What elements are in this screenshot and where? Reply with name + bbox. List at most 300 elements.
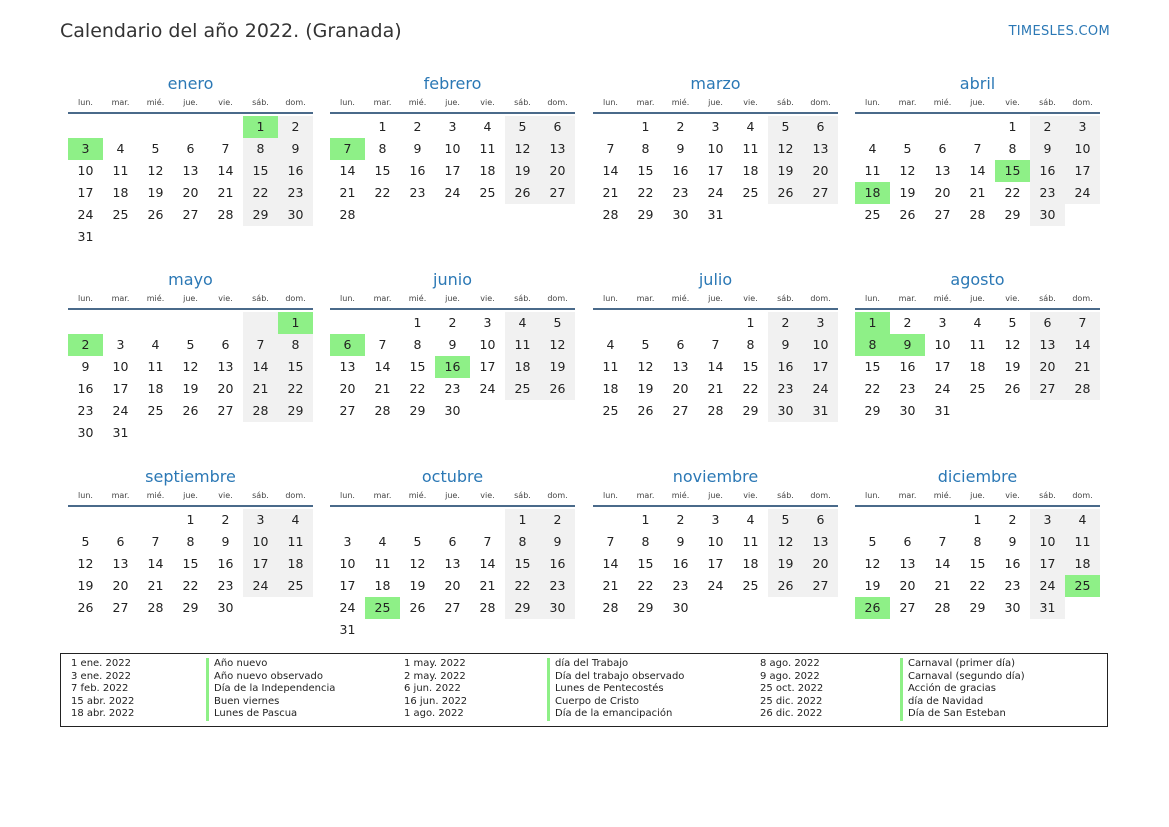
weekend-day-cell[interactable]: 22 [505, 575, 540, 597]
weekend-day-cell[interactable]: 23 [1030, 182, 1065, 204]
day-cell[interactable]: 29 [1004, 207, 1021, 222]
day-cell[interactable]: 11 [864, 163, 881, 178]
holiday-day-cell[interactable]: 6 [330, 334, 365, 356]
day-cell[interactable]: 22 [969, 578, 986, 593]
day-cell[interactable]: 9 [676, 534, 685, 549]
weekend-day-cell[interactable]: 15 [278, 356, 313, 378]
weekend-day-cell[interactable]: 2 [278, 116, 313, 138]
weekend-day-cell[interactable]: 29 [243, 204, 278, 226]
day-cell[interactable]: 16 [1004, 556, 1021, 571]
day-cell[interactable]: 20 [899, 578, 916, 593]
day-cell[interactable]: 11 [374, 556, 391, 571]
holiday-day-cell[interactable]: 9 [890, 334, 925, 356]
day-cell[interactable]: 21 [217, 185, 234, 200]
day-cell[interactable]: 20 [112, 578, 129, 593]
day-cell[interactable]: 5 [151, 141, 160, 156]
weekend-day-cell[interactable]: 31 [803, 400, 838, 422]
day-cell[interactable]: 14 [602, 163, 619, 178]
weekend-day-cell[interactable]: 2 [540, 509, 575, 531]
day-cell[interactable]: 26 [409, 600, 426, 615]
day-cell[interactable]: 8 [746, 337, 755, 352]
day-cell[interactable]: 22 [182, 578, 199, 593]
day-cell[interactable]: 27 [339, 403, 356, 418]
day-cell[interactable]: 22 [637, 578, 654, 593]
day-cell[interactable]: 28 [707, 403, 724, 418]
weekend-day-cell[interactable]: 11 [505, 334, 540, 356]
day-cell[interactable]: 29 [742, 403, 759, 418]
day-cell[interactable]: 18 [742, 556, 759, 571]
day-cell[interactable]: 8 [641, 534, 650, 549]
day-cell[interactable]: 29 [864, 403, 881, 418]
day-cell[interactable]: 13 [217, 359, 234, 374]
day-cell[interactable]: 22 [409, 381, 426, 396]
weekend-day-cell[interactable]: 26 [540, 378, 575, 400]
day-cell[interactable]: 3 [483, 315, 492, 330]
day-cell[interactable]: 1 [973, 512, 982, 527]
day-cell[interactable]: 15 [969, 556, 986, 571]
weekend-day-cell[interactable]: 23 [540, 575, 575, 597]
weekend-day-cell[interactable]: 25 [505, 378, 540, 400]
day-cell[interactable]: 7 [938, 534, 947, 549]
day-cell[interactable]: 14 [707, 359, 724, 374]
day-cell[interactable]: 13 [899, 556, 916, 571]
day-cell[interactable]: 10 [707, 534, 724, 549]
day-cell[interactable]: 23 [444, 381, 461, 396]
day-cell[interactable]: 21 [339, 185, 356, 200]
day-cell[interactable]: 26 [1004, 381, 1021, 396]
day-cell[interactable]: 10 [707, 141, 724, 156]
weekend-day-cell[interactable]: 6 [540, 116, 575, 138]
weekend-day-cell[interactable]: 19 [540, 356, 575, 378]
day-cell[interactable]: 24 [112, 403, 129, 418]
day-cell[interactable]: 24 [444, 185, 461, 200]
day-cell[interactable]: 30 [77, 425, 94, 440]
day-cell[interactable]: 10 [339, 556, 356, 571]
weekend-day-cell[interactable]: 19 [768, 553, 803, 575]
weekend-day-cell[interactable]: 27 [803, 575, 838, 597]
weekend-day-cell[interactable]: 19 [768, 160, 803, 182]
day-cell[interactable]: 15 [742, 359, 759, 374]
day-cell[interactable]: 6 [676, 337, 685, 352]
day-cell[interactable]: 28 [934, 600, 951, 615]
day-cell[interactable]: 2 [1008, 512, 1017, 527]
day-cell[interactable]: 28 [602, 207, 619, 222]
day-cell[interactable]: 28 [602, 600, 619, 615]
day-cell[interactable]: 31 [707, 207, 724, 222]
weekend-day-cell[interactable]: 30 [540, 597, 575, 619]
day-cell[interactable]: 11 [112, 163, 129, 178]
weekend-day-cell[interactable]: 3 [243, 509, 278, 531]
weekend-day-cell[interactable]: 5 [505, 116, 540, 138]
day-cell[interactable]: 31 [339, 622, 356, 637]
holiday-day-cell[interactable]: 7 [330, 138, 365, 160]
day-cell[interactable]: 20 [182, 185, 199, 200]
day-cell[interactable]: 29 [182, 600, 199, 615]
weekend-day-cell[interactable]: 5 [768, 116, 803, 138]
day-cell[interactable]: 7 [606, 141, 615, 156]
day-cell[interactable]: 25 [479, 185, 496, 200]
day-cell[interactable]: 30 [444, 403, 461, 418]
day-cell[interactable]: 4 [606, 337, 615, 352]
day-cell[interactable]: 22 [1004, 185, 1021, 200]
day-cell[interactable]: 23 [672, 185, 689, 200]
weekend-day-cell[interactable]: 12 [540, 334, 575, 356]
weekend-day-cell[interactable]: 28 [1065, 378, 1100, 400]
day-cell[interactable]: 27 [672, 403, 689, 418]
day-cell[interactable]: 10 [77, 163, 94, 178]
day-cell[interactable]: 4 [868, 141, 877, 156]
weekend-day-cell[interactable]: 9 [768, 334, 803, 356]
weekend-day-cell[interactable]: 23 [768, 378, 803, 400]
day-cell[interactable]: 28 [969, 207, 986, 222]
day-cell[interactable]: 20 [339, 381, 356, 396]
day-cell[interactable]: 16 [899, 359, 916, 374]
day-cell[interactable]: 19 [182, 381, 199, 396]
weekend-day-cell[interactable]: 4 [1065, 509, 1100, 531]
weekend-day-cell[interactable]: 6 [803, 509, 838, 531]
holiday-day-cell[interactable]: 25 [1065, 575, 1100, 597]
day-cell[interactable]: 4 [746, 512, 755, 527]
day-cell[interactable]: 14 [217, 163, 234, 178]
day-cell[interactable]: 31 [77, 229, 94, 244]
weekend-day-cell[interactable]: 29 [505, 597, 540, 619]
day-cell[interactable]: 7 [973, 141, 982, 156]
day-cell[interactable]: 5 [868, 534, 877, 549]
day-cell[interactable]: 6 [116, 534, 125, 549]
day-cell[interactable]: 16 [77, 381, 94, 396]
weekend-day-cell[interactable]: 18 [278, 553, 313, 575]
weekend-day-cell[interactable]: 14 [1065, 334, 1100, 356]
day-cell[interactable]: 25 [602, 403, 619, 418]
day-cell[interactable]: 12 [77, 556, 94, 571]
weekend-day-cell[interactable]: 19 [505, 160, 540, 182]
day-cell[interactable]: 10 [112, 359, 129, 374]
day-cell[interactable]: 16 [672, 556, 689, 571]
day-cell[interactable]: 19 [899, 185, 916, 200]
day-cell[interactable]: 4 [746, 119, 755, 134]
day-cell[interactable]: 15 [864, 359, 881, 374]
weekend-day-cell[interactable]: 13 [540, 138, 575, 160]
holiday-day-cell[interactable]: 18 [855, 182, 890, 204]
day-cell[interactable]: 29 [637, 207, 654, 222]
day-cell[interactable]: 15 [637, 556, 654, 571]
day-cell[interactable]: 25 [147, 403, 164, 418]
weekend-day-cell[interactable]: 22 [243, 182, 278, 204]
weekend-day-cell[interactable]: 30 [768, 400, 803, 422]
day-cell[interactable]: 30 [672, 207, 689, 222]
day-cell[interactable]: 1 [186, 512, 195, 527]
day-cell[interactable]: 17 [707, 163, 724, 178]
day-cell[interactable]: 7 [711, 337, 720, 352]
holiday-day-cell[interactable]: 1 [278, 312, 313, 334]
day-cell[interactable]: 23 [77, 403, 94, 418]
weekend-day-cell[interactable]: 28 [243, 400, 278, 422]
day-cell[interactable]: 13 [339, 359, 356, 374]
day-cell[interactable]: 19 [637, 381, 654, 396]
day-cell[interactable]: 9 [448, 337, 457, 352]
day-cell[interactable]: 16 [672, 163, 689, 178]
day-cell[interactable]: 22 [742, 381, 759, 396]
day-cell[interactable]: 6 [221, 337, 230, 352]
day-cell[interactable]: 8 [1008, 141, 1017, 156]
weekend-day-cell[interactable]: 22 [278, 378, 313, 400]
day-cell[interactable]: 18 [969, 359, 986, 374]
day-cell[interactable]: 18 [742, 163, 759, 178]
holiday-day-cell[interactable]: 16 [435, 356, 470, 378]
weekend-day-cell[interactable]: 12 [768, 531, 803, 553]
day-cell[interactable]: 7 [221, 141, 230, 156]
day-cell[interactable]: 23 [1004, 578, 1021, 593]
day-cell[interactable]: 28 [479, 600, 496, 615]
weekend-day-cell[interactable]: 10 [803, 334, 838, 356]
weekend-day-cell[interactable]: 25 [278, 575, 313, 597]
day-cell[interactable]: 21 [602, 578, 619, 593]
holiday-day-cell[interactable]: 26 [855, 597, 890, 619]
day-cell[interactable]: 27 [182, 207, 199, 222]
day-cell[interactable]: 25 [742, 578, 759, 593]
day-cell[interactable]: 18 [479, 163, 496, 178]
day-cell[interactable]: 3 [116, 337, 125, 352]
day-cell[interactable]: 16 [217, 556, 234, 571]
day-cell[interactable]: 17 [707, 556, 724, 571]
day-cell[interactable]: 14 [479, 556, 496, 571]
day-cell[interactable]: 19 [147, 185, 164, 200]
day-cell[interactable]: 7 [483, 534, 492, 549]
day-cell[interactable]: 12 [409, 556, 426, 571]
day-cell[interactable]: 6 [448, 534, 457, 549]
day-cell[interactable]: 19 [409, 578, 426, 593]
day-cell[interactable]: 17 [77, 185, 94, 200]
weekend-day-cell[interactable]: 3 [803, 312, 838, 334]
weekend-day-cell[interactable]: 4 [505, 312, 540, 334]
weekend-day-cell[interactable]: 4 [278, 509, 313, 531]
day-cell[interactable]: 14 [339, 163, 356, 178]
day-cell[interactable]: 18 [112, 185, 129, 200]
day-cell[interactable]: 21 [479, 578, 496, 593]
weekend-day-cell[interactable]: 23 [278, 182, 313, 204]
day-cell[interactable]: 24 [77, 207, 94, 222]
weekend-day-cell[interactable]: 13 [803, 531, 838, 553]
day-cell[interactable]: 30 [217, 600, 234, 615]
day-cell[interactable]: 1 [641, 119, 650, 134]
weekend-day-cell[interactable]: 15 [243, 160, 278, 182]
day-cell[interactable]: 9 [676, 141, 685, 156]
day-cell[interactable]: 9 [221, 534, 230, 549]
day-cell[interactable]: 13 [182, 163, 199, 178]
weekend-day-cell[interactable]: 9 [540, 531, 575, 553]
day-cell[interactable]: 12 [1004, 337, 1021, 352]
weekend-day-cell[interactable]: 20 [1030, 356, 1065, 378]
holiday-day-cell[interactable]: 3 [68, 138, 103, 160]
day-cell[interactable]: 25 [864, 207, 881, 222]
day-cell[interactable]: 25 [742, 185, 759, 200]
day-cell[interactable]: 28 [374, 403, 391, 418]
day-cell[interactable]: 17 [934, 359, 951, 374]
day-cell[interactable]: 18 [147, 381, 164, 396]
weekend-day-cell[interactable]: 20 [803, 553, 838, 575]
day-cell[interactable]: 7 [606, 534, 615, 549]
holiday-day-cell[interactable]: 1 [243, 116, 278, 138]
day-cell[interactable]: 20 [217, 381, 234, 396]
day-cell[interactable]: 30 [672, 600, 689, 615]
day-cell[interactable]: 7 [378, 337, 387, 352]
weekend-day-cell[interactable]: 24 [1030, 575, 1065, 597]
day-cell[interactable]: 2 [413, 119, 422, 134]
day-cell[interactable]: 11 [742, 534, 759, 549]
day-cell[interactable]: 21 [969, 185, 986, 200]
weekend-day-cell[interactable]: 2 [768, 312, 803, 334]
day-cell[interactable]: 15 [182, 556, 199, 571]
day-cell[interactable]: 1 [641, 512, 650, 527]
day-cell[interactable]: 26 [637, 403, 654, 418]
weekend-day-cell[interactable]: 24 [803, 378, 838, 400]
day-cell[interactable]: 12 [864, 556, 881, 571]
weekend-day-cell[interactable]: 5 [768, 509, 803, 531]
day-cell[interactable]: 26 [77, 600, 94, 615]
day-cell[interactable]: 21 [374, 381, 391, 396]
day-cell[interactable]: 22 [637, 185, 654, 200]
day-cell[interactable]: 8 [641, 141, 650, 156]
day-cell[interactable]: 3 [711, 512, 720, 527]
weekend-day-cell[interactable]: 7 [243, 334, 278, 356]
day-cell[interactable]: 22 [374, 185, 391, 200]
day-cell[interactable]: 5 [81, 534, 90, 549]
day-cell[interactable]: 5 [641, 337, 650, 352]
day-cell[interactable]: 16 [409, 163, 426, 178]
day-cell[interactable]: 10 [444, 141, 461, 156]
weekend-day-cell[interactable]: 10 [1065, 138, 1100, 160]
weekend-day-cell[interactable]: 10 [243, 531, 278, 553]
day-cell[interactable]: 1 [746, 315, 755, 330]
day-cell[interactable]: 4 [973, 315, 982, 330]
weekend-day-cell[interactable]: 16 [768, 356, 803, 378]
day-cell[interactable]: 27 [899, 600, 916, 615]
day-cell[interactable]: 2 [221, 512, 230, 527]
day-cell[interactable]: 20 [444, 578, 461, 593]
weekend-day-cell[interactable]: 30 [1030, 204, 1065, 226]
weekend-day-cell[interactable]: 17 [1065, 160, 1100, 182]
day-cell[interactable]: 31 [112, 425, 129, 440]
weekend-day-cell[interactable]: 7 [1065, 312, 1100, 334]
weekend-day-cell[interactable]: 16 [278, 160, 313, 182]
day-cell[interactable]: 20 [934, 185, 951, 200]
day-cell[interactable]: 14 [602, 556, 619, 571]
weekend-day-cell[interactable]: 9 [1030, 138, 1065, 160]
day-cell[interactable]: 12 [899, 163, 916, 178]
day-cell[interactable]: 4 [116, 141, 125, 156]
day-cell[interactable]: 5 [903, 141, 912, 156]
weekend-day-cell[interactable]: 6 [1030, 312, 1065, 334]
day-cell[interactable]: 3 [938, 315, 947, 330]
day-cell[interactable]: 19 [864, 578, 881, 593]
day-cell[interactable]: 27 [934, 207, 951, 222]
weekend-day-cell[interactable]: 17 [243, 553, 278, 575]
day-cell[interactable]: 30 [899, 403, 916, 418]
day-cell[interactable]: 2 [676, 119, 685, 134]
day-cell[interactable]: 8 [413, 337, 422, 352]
day-cell[interactable]: 23 [409, 185, 426, 200]
day-cell[interactable]: 13 [934, 163, 951, 178]
weekend-day-cell[interactable]: 16 [1030, 160, 1065, 182]
weekend-day-cell[interactable]: 26 [768, 182, 803, 204]
day-cell[interactable]: 17 [444, 163, 461, 178]
day-cell[interactable]: 4 [378, 534, 387, 549]
weekend-day-cell[interactable]: 11 [278, 531, 313, 553]
day-cell[interactable]: 6 [186, 141, 195, 156]
weekend-day-cell[interactable]: 3 [1065, 116, 1100, 138]
weekend-day-cell[interactable]: 15 [505, 553, 540, 575]
day-cell[interactable]: 11 [742, 141, 759, 156]
day-cell[interactable]: 14 [969, 163, 986, 178]
weekend-day-cell[interactable]: 20 [803, 160, 838, 182]
weekend-day-cell[interactable]: 10 [1030, 531, 1065, 553]
weekend-day-cell[interactable]: 18 [505, 356, 540, 378]
day-cell[interactable]: 5 [413, 534, 422, 549]
day-cell[interactable]: 5 [186, 337, 195, 352]
day-cell[interactable]: 21 [707, 381, 724, 396]
day-cell[interactable]: 15 [637, 163, 654, 178]
day-cell[interactable]: 24 [707, 578, 724, 593]
day-cell[interactable]: 23 [217, 578, 234, 593]
day-cell[interactable]: 21 [934, 578, 951, 593]
day-cell[interactable]: 27 [112, 600, 129, 615]
day-cell[interactable]: 22 [864, 381, 881, 396]
day-cell[interactable]: 13 [444, 556, 461, 571]
day-cell[interactable]: 5 [1008, 315, 1017, 330]
day-cell[interactable]: 9 [81, 359, 90, 374]
day-cell[interactable]: 11 [602, 359, 619, 374]
weekend-day-cell[interactable]: 3 [1030, 509, 1065, 531]
weekend-day-cell[interactable]: 27 [803, 182, 838, 204]
day-cell[interactable]: 13 [672, 359, 689, 374]
day-cell[interactable]: 28 [339, 207, 356, 222]
day-cell[interactable]: 2 [676, 512, 685, 527]
day-cell[interactable]: 14 [934, 556, 951, 571]
holiday-day-cell[interactable]: 8 [855, 334, 890, 356]
day-cell[interactable]: 27 [444, 600, 461, 615]
weekend-day-cell[interactable]: 8 [505, 531, 540, 553]
weekend-day-cell[interactable]: 26 [505, 182, 540, 204]
day-cell[interactable]: 21 [602, 185, 619, 200]
day-cell[interactable]: 15 [409, 359, 426, 374]
weekend-day-cell[interactable]: 9 [278, 138, 313, 160]
weekend-day-cell[interactable]: 24 [243, 575, 278, 597]
weekend-day-cell[interactable]: 14 [243, 356, 278, 378]
day-cell[interactable]: 8 [973, 534, 982, 549]
day-cell[interactable]: 3 [448, 119, 457, 134]
day-cell[interactable]: 17 [112, 381, 129, 396]
weekend-day-cell[interactable]: 16 [540, 553, 575, 575]
day-cell[interactable]: 13 [112, 556, 129, 571]
day-cell[interactable]: 8 [378, 141, 387, 156]
day-cell[interactable]: 14 [374, 359, 391, 374]
day-cell[interactable]: 12 [637, 359, 654, 374]
day-cell[interactable]: 10 [479, 337, 496, 352]
day-cell[interactable]: 11 [969, 337, 986, 352]
day-cell[interactable]: 17 [339, 578, 356, 593]
day-cell[interactable]: 19 [77, 578, 94, 593]
day-cell[interactable]: 29 [969, 600, 986, 615]
weekend-day-cell[interactable]: 26 [768, 575, 803, 597]
day-cell[interactable]: 3 [711, 119, 720, 134]
day-cell[interactable]: 8 [186, 534, 195, 549]
day-cell[interactable]: 18 [374, 578, 391, 593]
weekend-day-cell[interactable]: 12 [768, 138, 803, 160]
weekend-day-cell[interactable]: 27 [1030, 378, 1065, 400]
day-cell[interactable]: 1 [1008, 119, 1017, 134]
day-cell[interactable]: 4 [483, 119, 492, 134]
day-cell[interactable]: 17 [479, 359, 496, 374]
